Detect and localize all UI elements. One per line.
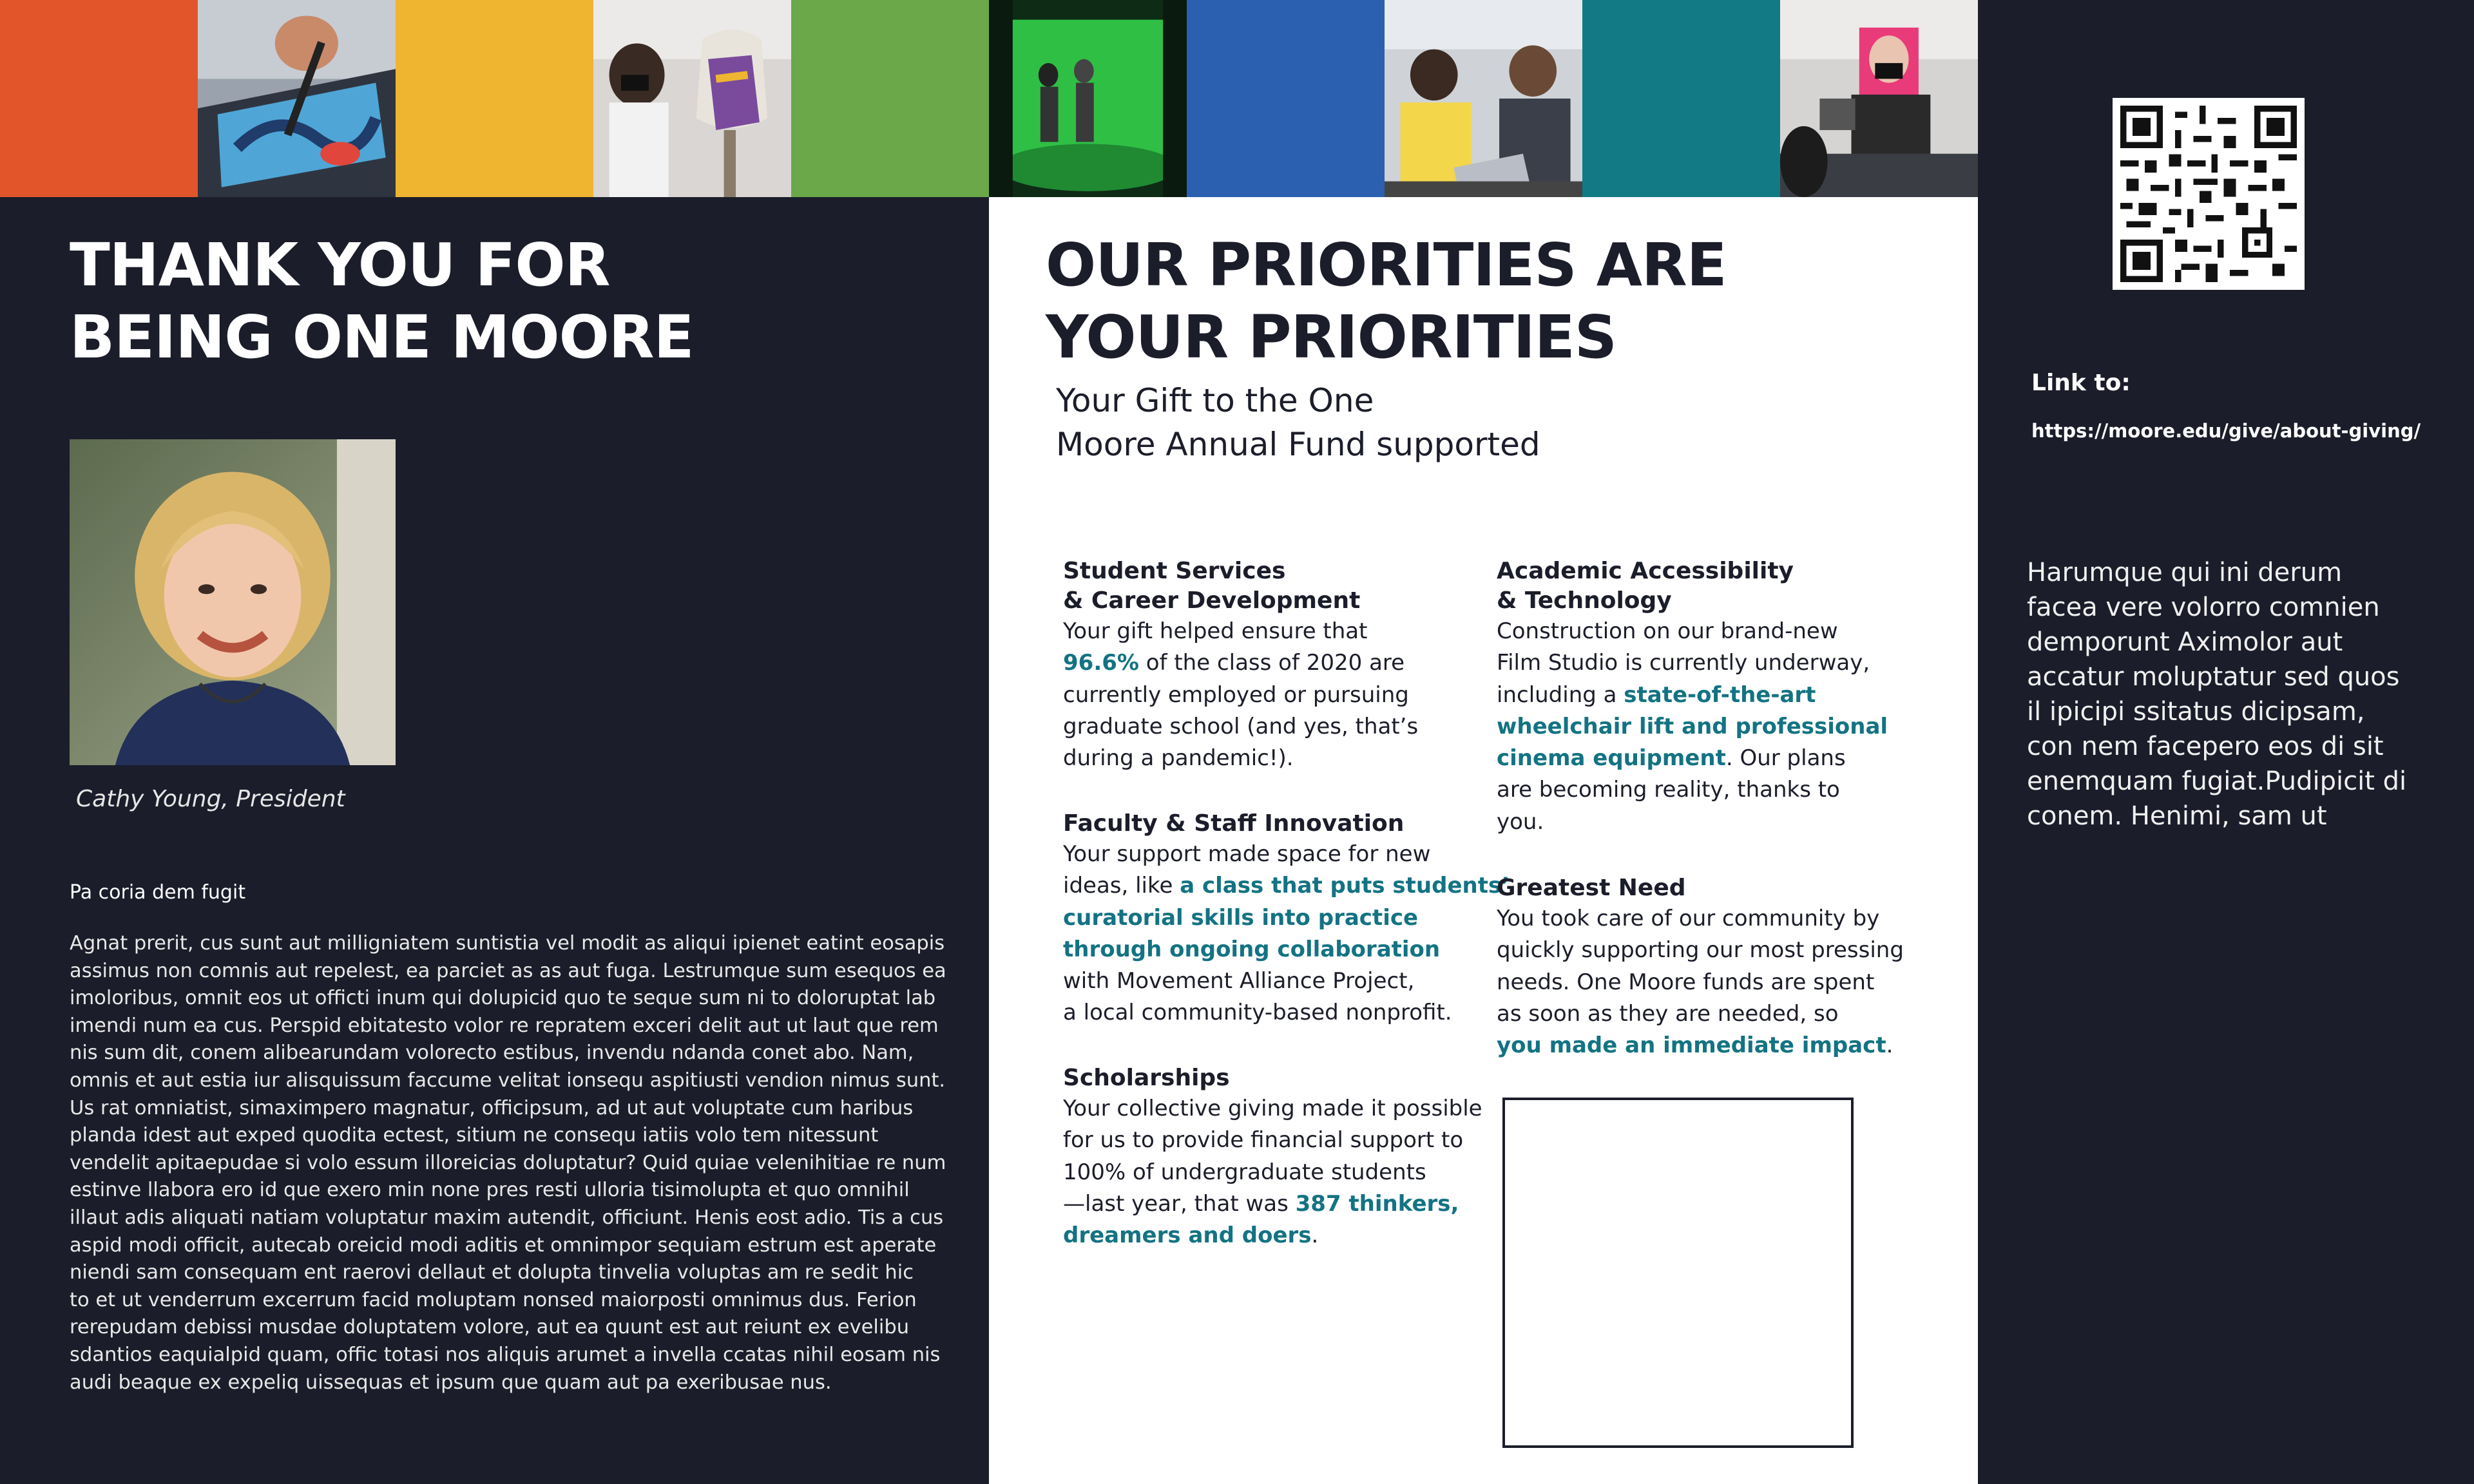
faculty-innovation-section: Faculty & Staff Innovation Your support made space for new ideas, like a class that puts students’ curatorial skills into practice through ongoing collaboration with Movement Alliance Project, a local community-based nonprofit. bbox=[1063, 810, 1510, 1026]
body-line: to et ut venderrum excerrum facid moluptam nonsed maiorposti omnimus dus. Ferion bbox=[70, 1288, 917, 1311]
body-line: imoloribus, omnit eos ut officti inum qui dolupicid quo te seque sum ni to doloruptat lab bbox=[70, 987, 936, 1010]
body-line: imendi num ea cus. Perspid ebitatesto volor re repratem exceri delit aut ut laut que rem bbox=[70, 1014, 939, 1037]
students-laptops-photo bbox=[1385, 0, 1582, 197]
body-line: demporunt Aximolor aut bbox=[2027, 627, 2343, 657]
body-line: estinve llabora ero id que exero min none pres resti ulloria tisimolupta et quo omnihil bbox=[70, 1179, 910, 1202]
section-title: Student Services & Career Development bbox=[1063, 558, 1361, 614]
section-title: Greatest Need bbox=[1497, 875, 1686, 901]
academic-accessibility-section: Academic Accessibility & Technology Construction on our brand-new Film Studio is currently underway, including a state-of-the-art wheelchair lift and professional cinema equipment. Our plans are becoming reality, thanks to you. bbox=[1497, 556, 1922, 838]
section-title: Academic Accessibility & Technology bbox=[1497, 558, 1794, 614]
body-line: niendi sam consequam ent raerovi dellaut et dolupta tinvelia voluptas am re sedit hic bbox=[70, 1261, 914, 1284]
student-with-camera-photo bbox=[1780, 0, 1978, 197]
scholarships-section: Scholarships Your collective giving made it possible for us to provide financial support to 100% of undergraduate students —last year, that was 387 thinkers, dreamers and doers. bbox=[1063, 1063, 1488, 1251]
highlight-stat: 96.6% bbox=[1063, 650, 1139, 676]
image-placeholder-frame bbox=[1502, 1098, 1854, 1448]
body-line: aspid modi officit, autecab oreicid modi aditis et omnimpor sequiam estrum est aperate bbox=[70, 1233, 937, 1257]
highlight-text: state-of-the-art bbox=[1624, 681, 1816, 708]
body-line: con nem facepero eos di sit bbox=[2027, 732, 2384, 761]
body-line: assimus non comnis aut repelest, ea parciet as as aut fuga. Lestrumque sum esequos ea bbox=[70, 959, 946, 982]
body-line: Agnat prerit, cus sunt aut milligniatem suntistia vel modit as aliqui ipienet eatint eosapis bbox=[70, 932, 945, 955]
give-link[interactable]: https://moore.edu/give/about-giving/ bbox=[2031, 420, 2421, 442]
letter-intro: Pa coria dem fugit bbox=[70, 881, 246, 904]
highlight-text: 387 thinkers, bbox=[1295, 1190, 1459, 1217]
priorities-subhead: Your Gift to the One Moore Annual Fund supported bbox=[1056, 382, 1540, 463]
thank-you-panel bbox=[0, 197, 989, 1484]
body-line: Harumque qui ini derum bbox=[2027, 558, 2343, 587]
drawing-tablet-photo bbox=[198, 0, 396, 197]
green-screen-studio-photo bbox=[989, 0, 1187, 197]
body-line: il ipicipi ssitatus dicipsam, bbox=[2027, 697, 2365, 727]
priorities-panel bbox=[989, 197, 1978, 1484]
orange-color-tile bbox=[0, 0, 198, 197]
highlight-text: wheelchair lift and professional bbox=[1497, 713, 1888, 739]
body-line: nis sum dit, conem alibearundam volorecto estibus, invendu ndanda conet abo. Nam, bbox=[70, 1042, 914, 1065]
body-line: audi beaque ex expeliq uissequas et ipsum que quam aut pa exeribusae nus. bbox=[70, 1371, 832, 1394]
body-line: accatur moluptatur sed quos bbox=[2027, 662, 2400, 692]
body-line: rerepudam debissi musdae doluptatem volore, aut ea quunt est aut reiunt ex evelibu bbox=[70, 1316, 910, 1339]
right-body-text bbox=[2027, 555, 2439, 833]
highlight-text: curatorial skills into practice bbox=[1063, 904, 1419, 931]
give-link-panel bbox=[1978, 0, 2474, 1484]
section-title: Scholarships bbox=[1063, 1065, 1230, 1091]
link-label: Link to: bbox=[2031, 370, 2131, 396]
fashion-mannequin-photo bbox=[593, 0, 791, 197]
body-line: planda idest aut exped quodita ectest, sitium ne consequ iatiis volo tem nitessunt bbox=[70, 1124, 879, 1147]
highlight-text: dreamers and doers bbox=[1063, 1222, 1312, 1249]
greatest-need-section: Greatest Need You took care of our community by quickly supporting our most pressing needs. One Moore funds are spent as soon as they are needed, so you made an immediate impact. bbox=[1497, 873, 1948, 1061]
student-services-section: Student Services & Career Development Your gift helped ensure that 96.6% of the class of 2020 are currently employed or pursuing graduate school (and yes, that’s during a pandemic!). bbox=[1063, 556, 1475, 774]
body-line: enemquam fugiat.Pudipicit di bbox=[2027, 766, 2407, 796]
highlight-text: a class that puts students’ bbox=[1180, 873, 1510, 899]
thank-you-heading: THANK YOU FOR BEING ONE MOORE bbox=[70, 231, 694, 372]
president-portrait-photo bbox=[70, 439, 396, 765]
yellow-color-tile bbox=[396, 0, 593, 197]
body-line: vendelit apitaepudae si volo essum illoreicias doluptatur? Quid quiae velenihitiae re num bbox=[70, 1151, 946, 1174]
highlight-text: cinema equipment bbox=[1497, 745, 1726, 772]
portrait-caption: Cathy Young, President bbox=[76, 786, 345, 812]
color-photo-strip bbox=[0, 0, 1978, 197]
letter-body bbox=[70, 930, 955, 1396]
body-line: facea vere volorro comnien bbox=[2027, 593, 2380, 622]
green-color-tile bbox=[791, 0, 989, 197]
qr-code-icon[interactable] bbox=[2113, 98, 2305, 290]
body-line: omnis et aut estia iur alisquissum faccume velitat ionsequ aspitiusti vendion nimus sunt. bbox=[70, 1069, 946, 1092]
body-line: conem. Henimi, sam ut bbox=[2027, 801, 2327, 831]
teal-color-tile bbox=[1582, 0, 1780, 197]
blue-color-tile bbox=[1187, 0, 1385, 197]
body-line: Us rat omniatist, simaximpero magnatur, officipsum, ad ut aut voluptate cum haribus bbox=[70, 1096, 914, 1119]
section-title: Faculty & Staff Innovation bbox=[1063, 810, 1405, 837]
priorities-heading: OUR PRIORITIES ARE YOUR PRIORITIES bbox=[1046, 231, 1727, 372]
body-line: sdantios eaquialpid quam, offic totasi nos aliquis arumet a invella ccatas nihil eosam nis bbox=[70, 1343, 941, 1366]
body-line: illaut adis aliquati natiam voluptatur maxim autendit, officiunt. Henis eost adio. Tis a cus bbox=[70, 1206, 944, 1229]
highlight-text: you made an immediate impact bbox=[1497, 1032, 1886, 1059]
highlight-text: through ongoing collaboration bbox=[1063, 936, 1441, 962]
